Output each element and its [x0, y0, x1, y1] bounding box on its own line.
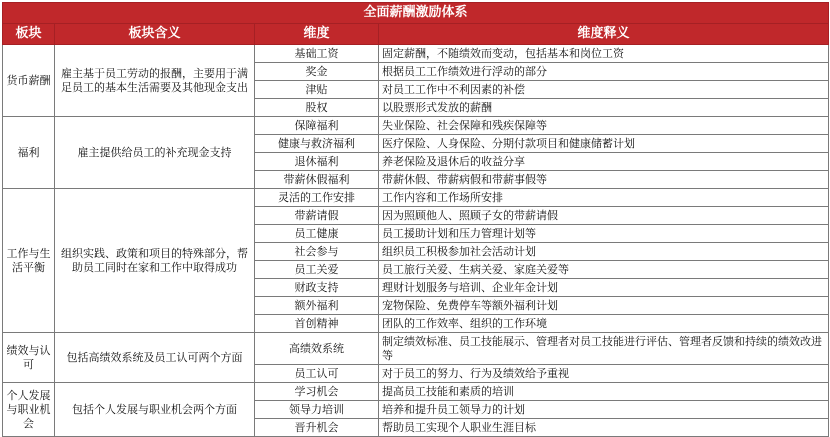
- dimension-cell: 员工健康: [255, 225, 379, 243]
- table-row: [3, 383, 829, 401]
- dimension-explanation-cell: 帮助员工实现个人职业生涯目标: [379, 419, 829, 437]
- block-meaning-cell: 组织实践、政策和项目的特殊部分，帮助员工同时在家和工作中取得成功: [55, 189, 255, 333]
- dimension-cell: 津贴: [255, 81, 379, 99]
- dimension-explanation-cell: 宠物保险、免费停车等额外福利计划: [379, 297, 829, 315]
- dimension-cell: 退休福利: [255, 153, 379, 171]
- dimension-explanation-cell: 医疗保险、人身保险、分期付款项目和健康储蓄计划: [379, 135, 829, 153]
- block-meaning-cell: 雇主提供给员工的补充现金支持: [55, 117, 255, 189]
- dimension-cell: 股权: [255, 99, 379, 117]
- dimension-cell: 带薪请假: [255, 207, 379, 225]
- dimension-cell: 晋升机会: [255, 419, 379, 437]
- block-name-cell: 个人发展与职业机会: [3, 383, 55, 437]
- dimension-explanation-cell: 带薪休假、带薪病假和带薪事假等: [379, 171, 829, 189]
- dimension-cell: 员工关爱: [255, 261, 379, 279]
- block-name-cell: 绩效与认可: [3, 333, 55, 383]
- dimension-explanation-cell: 工作内容和工作场所安排: [379, 189, 829, 207]
- title-row: [3, 3, 829, 24]
- dimension-explanation-cell: 对员工工作中不利因素的补偿: [379, 81, 829, 99]
- dimension-explanation-cell: 制定绩效标准、员工技能展示、管理者对员工技能进行评估、管理者反馈和持续的绩效改进等: [379, 333, 829, 365]
- block-name-cell: 工作与生活平衡: [3, 189, 55, 333]
- dimension-explanation-cell: 团队的工作效率、组织的工作环境: [379, 315, 829, 333]
- dimension-cell: 奖金: [255, 63, 379, 81]
- dimension-cell: 灵活的工作安排: [255, 189, 379, 207]
- dimension-explanation-cell: 对于员工的努力、行为及绩效给予重视: [379, 365, 829, 383]
- dimension-explanation-cell: 根据员工工作绩效进行浮动的部分: [379, 63, 829, 81]
- dimension-cell: 健康与救济福利: [255, 135, 379, 153]
- block-meaning-cell: 包括高绩效系统及员工认可两个方面: [55, 333, 255, 383]
- table-row: [3, 333, 829, 365]
- dimension-cell: 额外福利: [255, 297, 379, 315]
- header-dimension: 维度: [255, 24, 379, 45]
- dimension-explanation-cell: 员工旅行关爱、生病关爱、家庭关爱等: [379, 261, 829, 279]
- table-row: [3, 117, 829, 135]
- dimension-cell: 首创精神: [255, 315, 379, 333]
- dimension-cell: 员工认可: [255, 365, 379, 383]
- block-name-cell: 福利: [3, 117, 55, 189]
- header-dimension-explanation: 维度释义: [379, 24, 829, 45]
- dimension-explanation-cell: 培养和提升员工领导力的计划: [379, 401, 829, 419]
- header-block-meaning: 板块含义: [55, 24, 255, 45]
- block-meaning-cell: 包括个人发展与职业机会两个方面: [55, 383, 255, 437]
- dimension-cell: 领导力培训: [255, 401, 379, 419]
- dimension-explanation-cell: 失业保险、社会保障和残疾保障等: [379, 117, 829, 135]
- dimension-explanation-cell: 组织员工积极参加社会活动计划: [379, 243, 829, 261]
- dimension-explanation-cell: 提高员工技能和素质的培训: [379, 383, 829, 401]
- header-row: [3, 24, 829, 45]
- block-name-cell: 货币薪酬: [3, 45, 55, 117]
- dimension-cell: 财政支持: [255, 279, 379, 297]
- dimension-explanation-cell: 因为照顾他人、照顾子女的带薪请假: [379, 207, 829, 225]
- dimension-explanation-cell: 固定薪酬，不随绩效而变动，包括基本和岗位工资: [379, 45, 829, 63]
- dimension-cell: 高绩效系统: [255, 333, 379, 365]
- table-row: [3, 189, 829, 207]
- dimension-explanation-cell: 养老保险及退休后的收益分享: [379, 153, 829, 171]
- compensation-table: [2, 2, 829, 437]
- dimension-explanation-cell: 员工援助计划和压力管理计划等: [379, 225, 829, 243]
- header-block: 板块: [3, 24, 55, 45]
- dimension-cell: 学习机会: [255, 383, 379, 401]
- dimension-cell: 社会参与: [255, 243, 379, 261]
- table-row: [3, 45, 829, 63]
- dimension-explanation-cell: 以股票形式发放的薪酬: [379, 99, 829, 117]
- block-meaning-cell: 雇主基于员工劳动的报酬，主要用于满足员工的基本生活需要及其他现金支出: [55, 45, 255, 117]
- dimension-cell: 带薪休假福利: [255, 171, 379, 189]
- dimension-cell: 基础工资: [255, 45, 379, 63]
- dimension-explanation-cell: 理财计划服务与培训、企业年金计划: [379, 279, 829, 297]
- dimension-cell: 保障福利: [255, 117, 379, 135]
- table-title: 全面薪酬激励体系: [3, 3, 829, 24]
